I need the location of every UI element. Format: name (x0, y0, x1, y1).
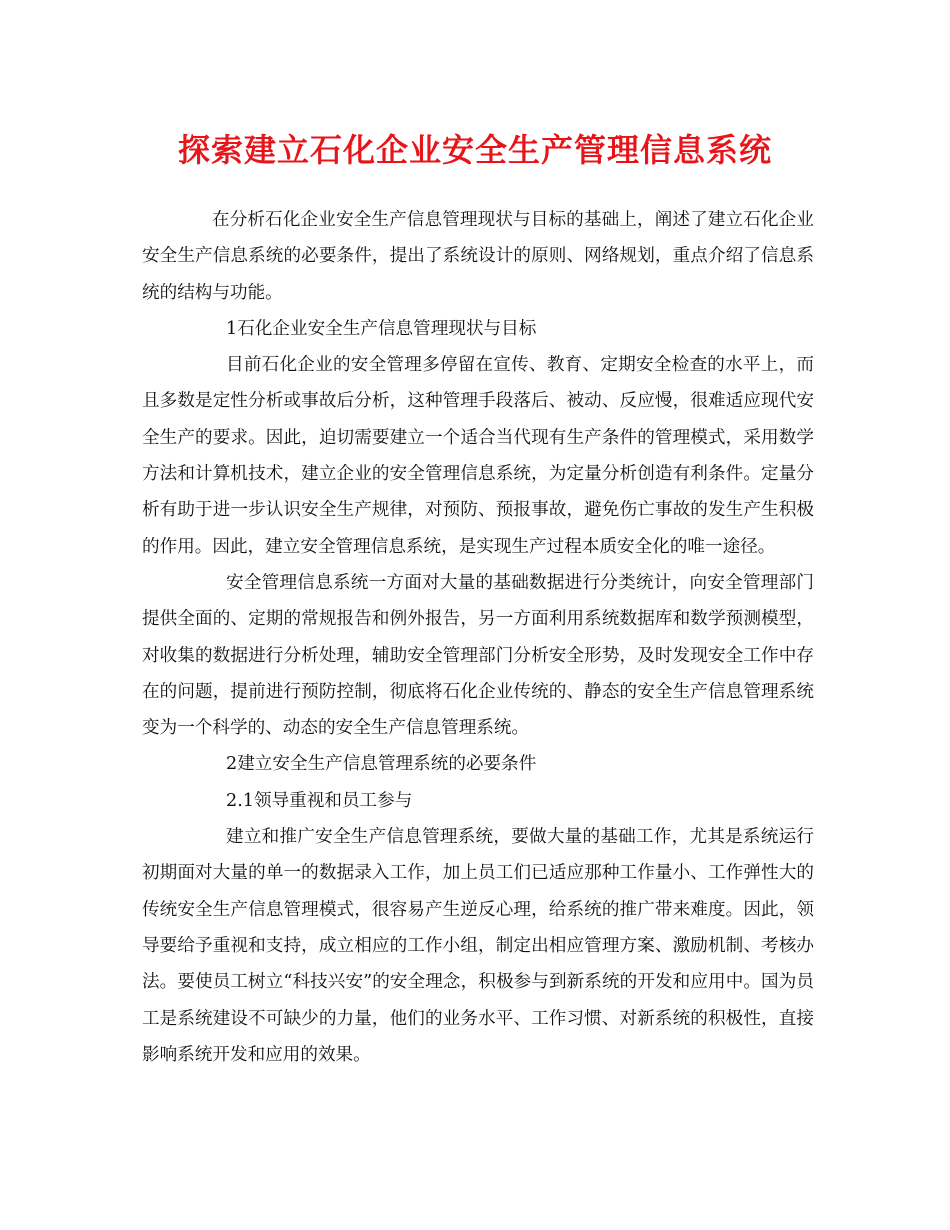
document-title: 探索建立石化企业安全生产管理信息系统 (177, 131, 772, 169)
section-1-paragraph-1: 目前石化企业的安全管理多停留在宣传、教育、定期安全检查的水平上，而且多数是定性分析或事故后分析，这种管理手段落后、被动、反应慢，很难适应现代安全生产的要求。因此，迫切需要建立一个适合当代现有生产条件的管理模式，采用数学方法和计算机技术，建立企业的安全管理信息系统，为定量分析创造有利条件。定量分析有助于进一步认识安全生产规律，对预防、预报事故，避免伤亡事故的发生产生积极的作用。因此，建立安全管理信息系统，是实现生产过程本质安全化的唯一途径。 (142, 355, 814, 557)
document-body (142, 202, 814, 1073)
section-2-heading: 2建立安全生产信息管理系统的必要条件 (226, 754, 537, 775)
section-2-1-heading: 2.1领导重视和员工参与 (226, 790, 413, 811)
section-1-paragraph-2: 安全管理信息系统一方面对大量的基础数据进行分类统计，向安全管理部门提供全面的、定期的常规报告和例外报告，另一方面利用系统数据库和数学预测模型，对收集的数据进行分析处理，辅助安全管理部门分析安全形势，及时发现安全工作中存在的问题，提前进行预防控制，彻底将石化企业传统的、静态的安全生产信息管理系统变为一个科学的、动态的安全生产信息管理系统。 (142, 572, 814, 739)
section-1-heading: 1石化企业安全生产信息管理现状与目标 (226, 318, 537, 339)
section-2-1-paragraph: 建立和推广安全生产信息管理系统，要做大量的基础工作，尤其是系统运行初期面对大量的单一的数据录入工作，加上员工们已适应那种工作量小、工作弹性大的传统安全生产信息管理模式，很容易产生逆反心理，给系统的推广带来难度。因此，领导要给予重视和支持，成立相应的工作小组，制定出相应管理方案、激励机制、考核办法。要使员工树立“科技兴安”的安全理念，积极参与到新系统的开发和应用中。国为员工是系统建设不可缺少的力量，他们的业务水平、工作习惯、对新系统的积极性，直接影响系统开发和应用的效果。 (142, 827, 814, 1065)
abstract-paragraph: 在分析石化企业安全生产信息管理现状与目标的基础上，阐述了建立石化企业安全生产信息系统的必要条件，提出了系统设计的原则、网络规划，重点介绍了信息系统的结构与功能。 (142, 210, 814, 303)
